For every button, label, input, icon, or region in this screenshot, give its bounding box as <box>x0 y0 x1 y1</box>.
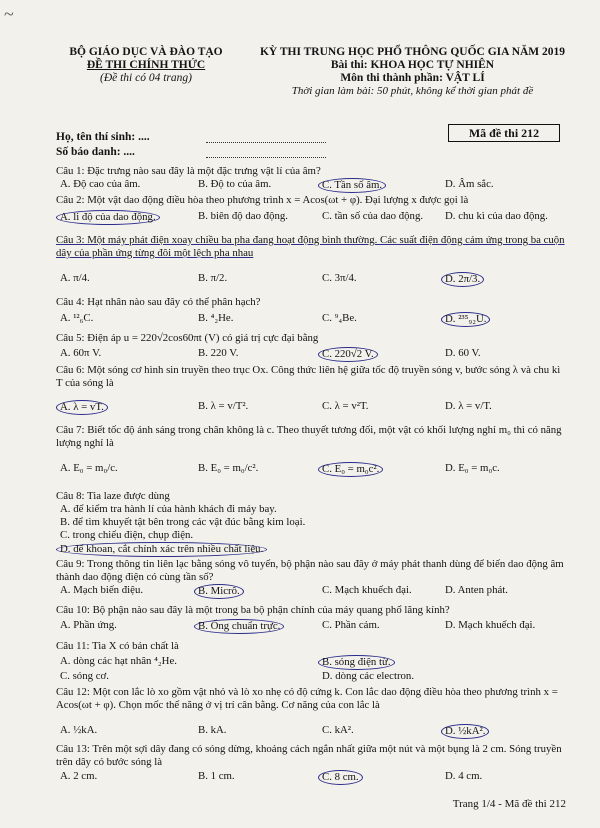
header-right <box>240 46 585 98</box>
option-a: A. 2 cm. <box>60 770 98 782</box>
option-b: B. để tìm khuyết tật bên trong các vật đúc bằng kim loại. <box>60 516 306 528</box>
option-c-circled: C. 8 cm. <box>318 770 363 785</box>
option-c-circled: C. 220√2 V. <box>318 347 378 362</box>
question-9: Câu 9: Trong thông tin liên lạc bằng sóng vô tuyến, bộ phận nào sau đây ở máy phát thanh dùng để biến dao động âm thành dao động điện có cùng tần số? <box>56 558 564 583</box>
question-12: Câu 12: Một con lắc lò xo gồm vật nhỏ và lò xo nhẹ có độ cứng k. Con lắc dao động điều hòa theo phương trình x = Acos(ωt + φ). Chọn mốc thế năng ở vị trí cân bằng. Cơ năng của con lắc là <box>56 686 558 711</box>
question-10: Câu 10: Bộ phận nào sau đây là một trong ba bộ phận chính của máy quang phổ lăng kính? <box>56 604 450 616</box>
option-a: A. π/4. <box>60 272 90 284</box>
question-7: Câu 7: Biết tốc độ ánh sáng trong chân không là c. Theo thuyết tương đối, một vật có khối lượng nghỉ m₀ thì có năng lượng nghỉ là <box>56 424 562 449</box>
option-b: B. ⁴₂He. <box>198 312 234 324</box>
candidate-id-line <box>206 157 326 158</box>
pages-note: (Đề thi có 04 trang) <box>100 72 192 84</box>
option-c: C. tần số của dao động. <box>322 210 424 222</box>
option-d-circled: D. ²³⁵₉₂U. <box>441 312 490 327</box>
option-a: A. ¹²₆C. <box>60 312 94 324</box>
option-a: A. dòng các hạt nhân ⁴₂He. <box>60 655 177 667</box>
question-3: Câu 3: Một máy phát điện xoay chiều ba pha đang hoạt động bình thường. Các suất điện động cảm ứng trong ba cuộn dây của phần ứng từng đôi một lệch pha nhau <box>56 234 565 259</box>
question-2: Câu 2: Một vật dao động điều hòa theo phương trình x = Acos(ωt + φ). Đại lượng x được gọi là <box>56 194 469 206</box>
option-b: B. biên độ dao động. <box>198 210 288 222</box>
option-d: D. E₀ = m₀c. <box>445 462 500 474</box>
option-b: B. 1 cm. <box>198 770 235 782</box>
option-a: A. 60π V. <box>60 347 102 359</box>
option-c: C. trong chiếu điện, chụp điện. <box>60 529 194 541</box>
option-d: D. Anten phát. <box>445 584 508 596</box>
candidate-name-line <box>206 142 326 143</box>
option-d: D. dòng các electron. <box>322 670 415 682</box>
option-a: A. Độ cao của âm. <box>60 178 141 190</box>
option-c: C. sóng cơ. <box>60 670 109 682</box>
header-left <box>56 46 236 85</box>
option-b: B. kA. <box>198 724 227 736</box>
option-b: B. λ = v/T². <box>198 400 249 412</box>
option-c-circled: C. Tần số âm. <box>318 178 386 193</box>
page-footer: Trang 1/4 - Mã đề thi 212 <box>452 798 566 810</box>
option-d-circled: D. ½kA². <box>441 724 489 739</box>
option-b-circled: B. sóng điện từ. <box>318 655 395 670</box>
option-b: B. Độ to của âm. <box>198 178 272 190</box>
question-13: Câu 13: Trên một sợi dây đang có sóng dừng, khoảng cách ngắn nhất giữa một nút và một bụng là 2 cm. Sóng truyền trên dây có bước sóng là <box>56 743 562 768</box>
official-label: ĐỀ THI CHÍNH THỨC <box>86 59 206 71</box>
option-a: A. E₀ = m₀/c. <box>60 462 118 474</box>
option-d: D. λ = v/T. <box>445 400 492 412</box>
question-5: Câu 5: Điện áp u = 220√2cos60πt (V) có giá trị cực đại bằng <box>56 332 319 344</box>
option-a-circled: A. li độ của dao động. <box>56 210 160 225</box>
subject: Môn thi thành phần: VẬT LÍ <box>340 72 485 84</box>
option-c: C. kA². <box>322 724 354 736</box>
question-1: Câu 1: Đặc trưng nào sau đây là một đặc trưng vật lí của âm? <box>56 165 321 177</box>
option-d: D. Âm sắc. <box>445 178 494 190</box>
question-8: Câu 8: Tia laze được dùng <box>56 490 170 502</box>
question-11: Câu 11: Tia X có bản chất là <box>56 640 179 652</box>
option-a: A. ½kA. <box>60 724 98 736</box>
option-a: A. Phần ứng. <box>60 619 117 631</box>
option-a: A. để kiểm tra hành lí của hành khách đi máy bay. <box>60 503 277 515</box>
exam-code-box: Mã đề thi 212 <box>448 124 560 142</box>
option-b: B. 220 V. <box>198 347 239 359</box>
ministry-name: BỘ GIÁO DỤC VÀ ĐÀO TẠO <box>69 46 223 58</box>
option-d: D. 4 cm. <box>445 770 483 782</box>
candidate-name-label: Họ, tên thí sinh: .... <box>56 131 150 143</box>
option-c-circled: C. E₀ = m₀c². <box>318 462 383 477</box>
candidate-id-label: Số báo danh: .... <box>56 146 135 158</box>
option-b: B. π/2. <box>198 272 228 284</box>
option-c: C. 3π/4. <box>322 272 357 284</box>
corner-mark: ~ <box>4 4 14 24</box>
option-c: C. Phần cảm. <box>322 619 380 631</box>
option-c: C. ⁹₄Be. <box>322 312 357 324</box>
option-d: D. Mạch khuếch đại. <box>445 619 536 631</box>
option-d: D. 60 V. <box>445 347 481 359</box>
option-a: A. Mạch biến điệu. <box>60 584 144 596</box>
option-a-circled: A. λ = vT. <box>56 400 108 415</box>
option-c: C. Mạch khuếch đại. <box>322 584 412 596</box>
option-b-circled: B. Micrô. <box>194 584 244 599</box>
question-6: Câu 6: Một sóng cơ hình sin truyền theo trục Ox. Công thức liên hệ giữa tốc độ truyền sóng v, bước sóng λ và chu kì T của sóng là <box>56 364 561 389</box>
option-d-circled: D. 2π/3. <box>441 272 484 287</box>
option-c: C. λ = v²T. <box>322 400 369 412</box>
option-d: D. chu kì của dao động. <box>445 210 548 222</box>
exam-title: KỲ THI TRUNG HỌC PHỔ THÔNG QUỐC GIA NĂM 2019 <box>259 46 566 58</box>
option-b-circled: B. Ống chuẩn trực. <box>194 619 284 634</box>
question-4: Câu 4: Hạt nhân nào sau đây có thể phân hạch? <box>56 296 261 308</box>
time-note: Thời gian làm bài: 50 phút, không kể thời gian phát đề <box>291 85 534 97</box>
exam-part: Bài thi: KHOA HỌC TỰ NHIÊN <box>330 59 495 71</box>
option-d-circled: D. để khoan, cắt chính xác trên nhiều chất liệu. <box>56 542 267 557</box>
option-b: B. E₀ = m₀/c². <box>198 462 259 474</box>
